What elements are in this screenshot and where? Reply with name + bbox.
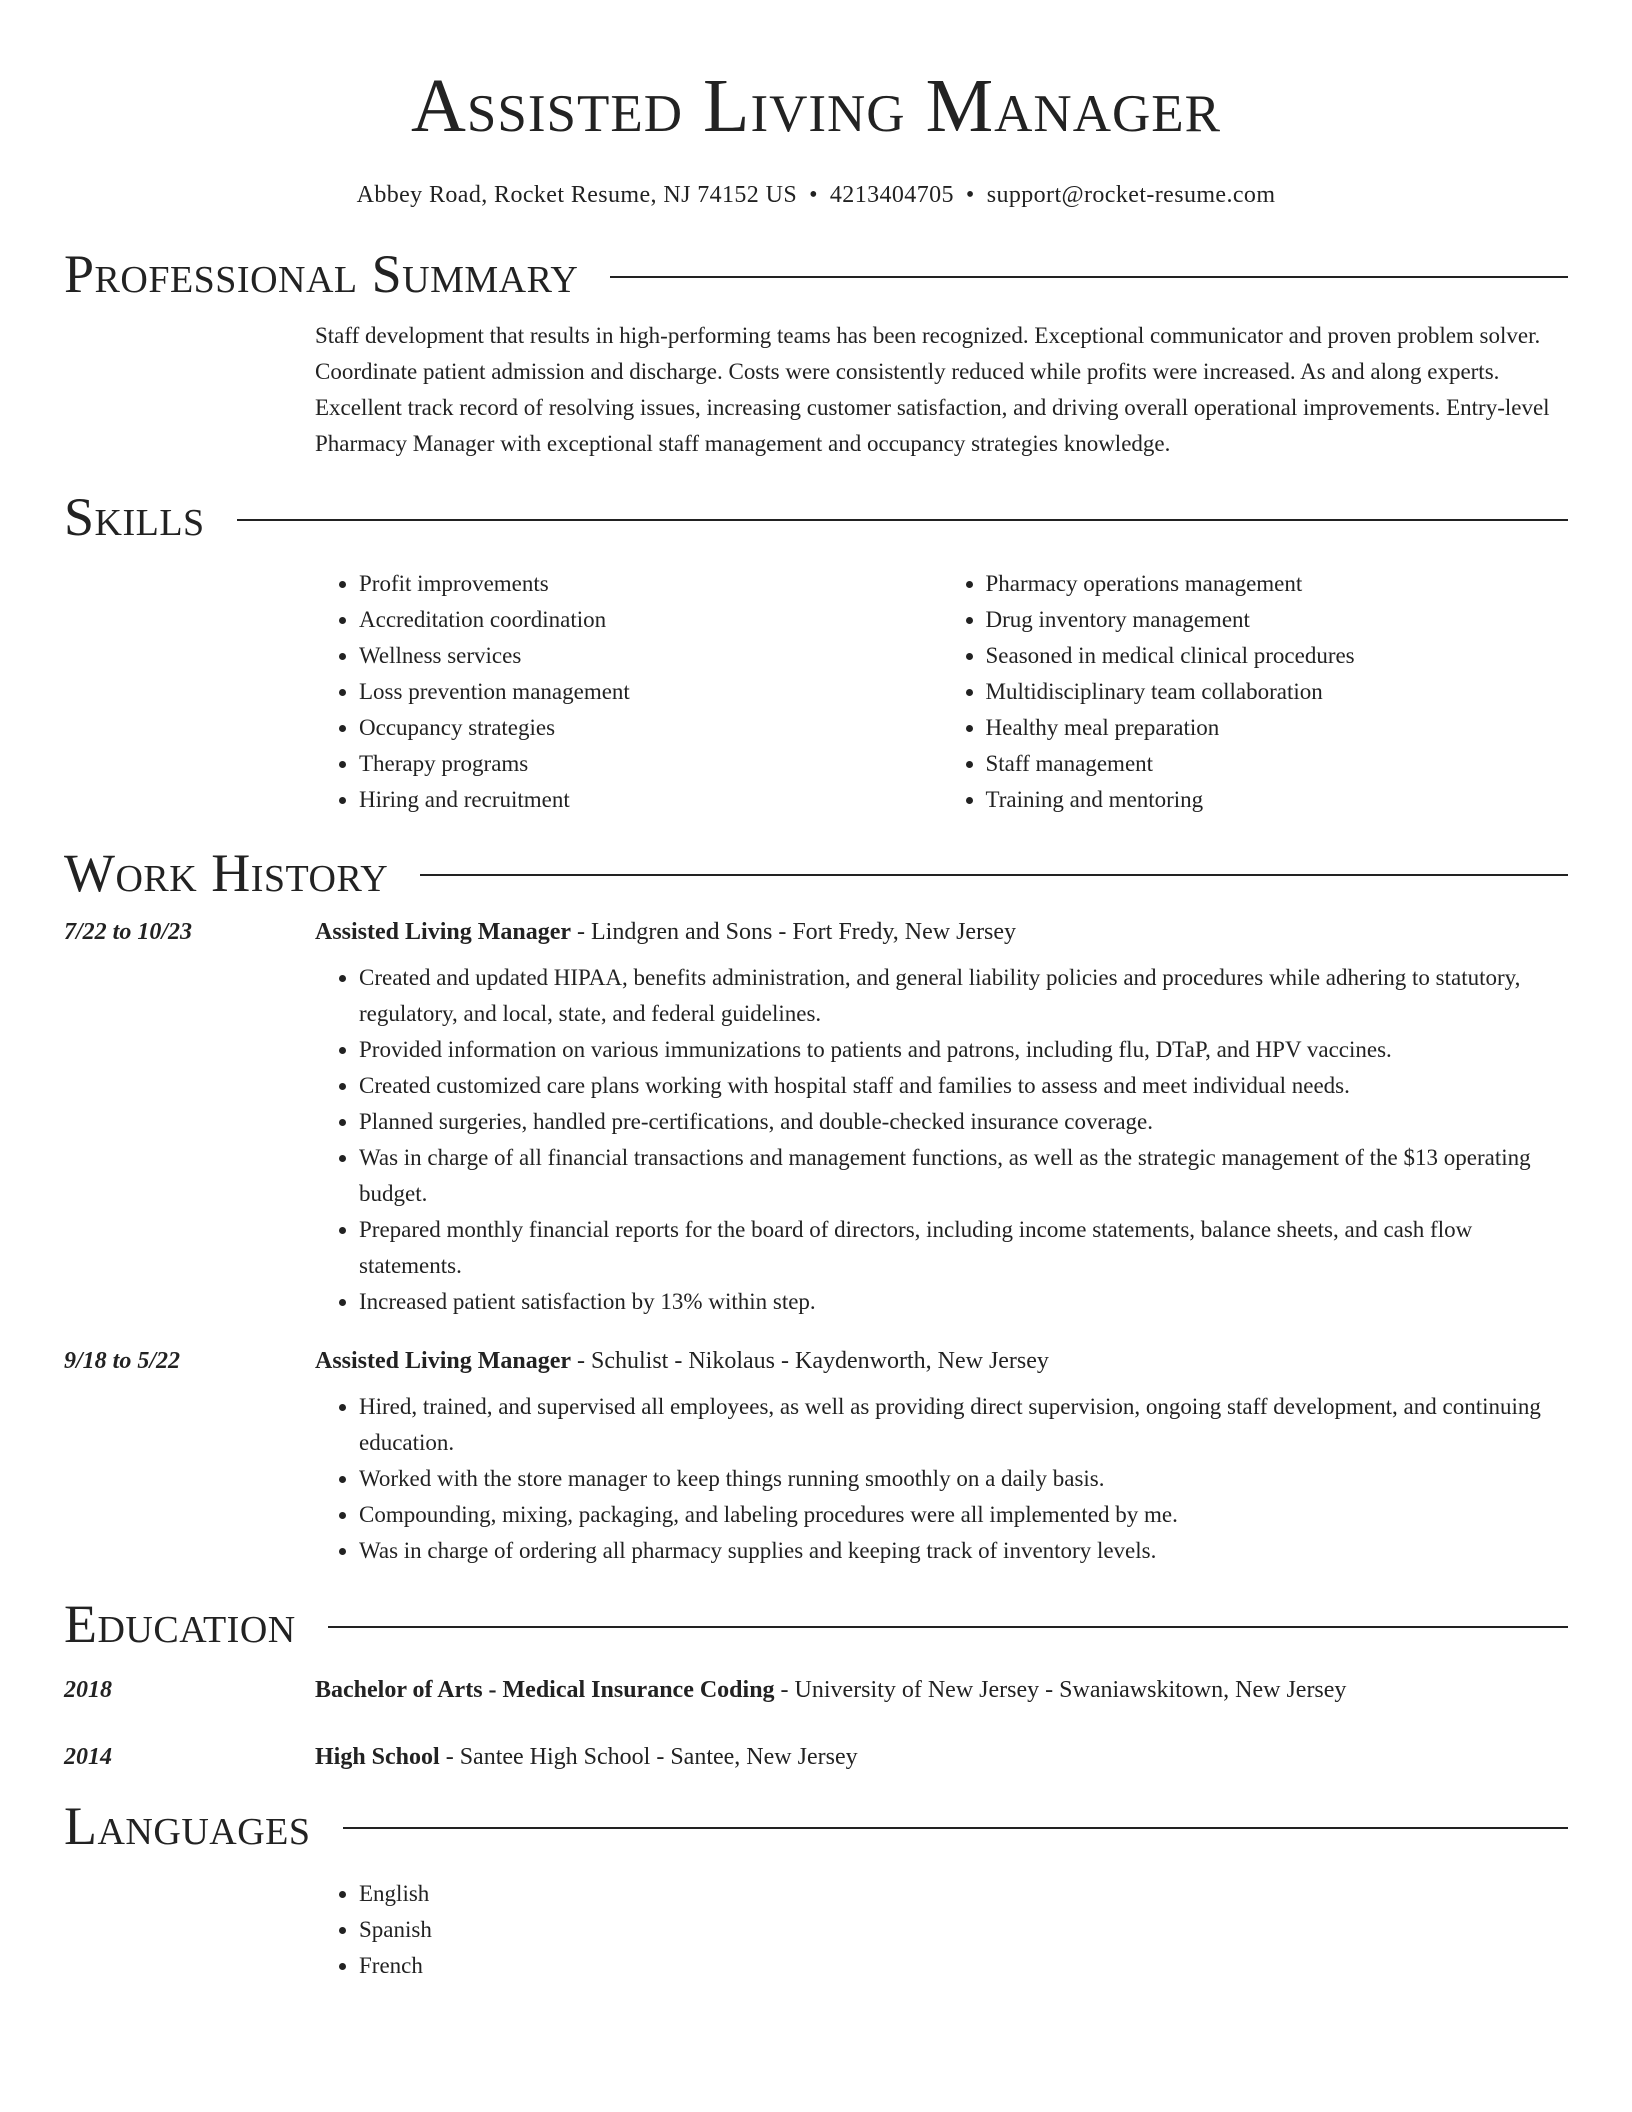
job-header (64, 1348, 1568, 1375)
summary-section-header (64, 245, 1568, 304)
skill-item: • Multidisciplinary team collaboration (986, 674, 1569, 710)
skill-item: • Loss prevention management (359, 674, 942, 710)
section-divider (610, 276, 1568, 278)
education-entry (64, 1677, 1568, 1704)
languages-section-header (64, 1797, 1568, 1856)
separator-dot: • (965, 182, 975, 208)
skill-item: • Healthy meal preparation (986, 710, 1569, 746)
job-entry (64, 919, 1568, 1320)
job-title-line (315, 1348, 1049, 1375)
skill-item: • Therapy programs (359, 746, 942, 782)
skill-item: • Hiring and recruitment (359, 782, 942, 818)
language-item: • English (359, 1876, 1568, 1912)
contact-line (64, 182, 1568, 209)
skills-section-header (64, 488, 1568, 547)
job-title-line (315, 919, 1016, 946)
skill-item: • Profit improvements (359, 566, 942, 602)
language-item: • Spanish (359, 1912, 1568, 1948)
section-divider (343, 1827, 1569, 1829)
education-school: - University of New Jersey - Swaniawskitown, New Jersey (774, 1676, 1347, 1703)
job-bullet: • Hired, trained, and supervised all employees, as well as providing direct supervision, ongoing staff development, and continuing education. (359, 1389, 1568, 1461)
job-bullet: • Worked with the store manager to keep things running smoothly on a daily basis. (359, 1461, 1568, 1497)
skills-list (315, 566, 1568, 818)
job-bullet: • Was in charge of ordering all pharmacy supplies and keeping track of inventory levels. (359, 1533, 1568, 1569)
summary-text: Staff development that results in high-performing teams has been recognized. Exceptional communicator and proven problem solver. Coordinate patient admission and discharge. Costs were consistently reduced while profits were increased. As and along experts. Excellent track record of resolving issues, increasing customer satisfaction, and driving overall operational improvements. Entry-level Pharmacy Manager with exceptional staff management and occupancy strategies knowledge. (315, 323, 1550, 457)
education-section-header (64, 1595, 1568, 1654)
address: Abbey Road, Rocket Resume, NJ 74152 US (356, 182, 798, 208)
skill-item: • Seasoned in medical clinical procedures (986, 638, 1569, 674)
skill-item: • Wellness services (359, 638, 942, 674)
job-bullet: • Planned surgeries, handled pre-certifications, and double-checked insurance coverage. (359, 1104, 1568, 1140)
languages-heading: Languages (64, 1795, 311, 1856)
job-bullet: • Created and updated HIPAA, benefits administration, and general liability policies and procedures while adhering to statutory, regulatory, and local, state, and federal guidelines. (359, 960, 1568, 1032)
language-item: • French (359, 1948, 1568, 1984)
skills-heading: Skills (64, 487, 205, 548)
job-entry (64, 1348, 1568, 1569)
summary-heading: Professional Summary (64, 244, 579, 304)
skills-column-right (942, 566, 1569, 818)
job-employer: - Schulist - Nikolaus - Kaydenworth, New Jersey (571, 1348, 1049, 1375)
skill-item: • Training and mentoring (986, 782, 1569, 818)
section-divider (328, 1626, 1568, 1628)
job-bullet: • Created customized care plans working with hospital staff and families to assess and meet individual needs. (359, 1068, 1568, 1104)
education-year: 2014 (64, 1743, 112, 1770)
education-degree: Bachelor of Arts - Medical Insurance Coding (315, 1676, 775, 1703)
job-bullet: • Was in charge of all financial transactions and management functions, as well as the strategic management of the $13 operating budget. (359, 1140, 1568, 1212)
skill-item: • Accreditation coordination (359, 602, 942, 638)
email: support@rocket-resume.com (986, 182, 1276, 208)
job-title: Assisted Living Manager (315, 1348, 572, 1375)
skill-item: • Occupancy strategies (359, 710, 942, 746)
separator-dot: • (809, 182, 818, 208)
skill-item: • Drug inventory management (986, 602, 1569, 638)
job-bullet: • Compounding, mixing, packaging, and labeling procedures were all implemented by me. (359, 1497, 1568, 1533)
education-year: 2018 (64, 1676, 112, 1703)
job-title: Assisted Living Manager (315, 919, 572, 946)
phone: 4213404705 (829, 182, 954, 208)
job-header (64, 919, 1568, 946)
section-divider (420, 874, 1568, 876)
education-line (315, 1677, 1346, 1704)
skill-item: • Pharmacy operations management (986, 566, 1569, 602)
skill-item: • Staff management (986, 746, 1569, 782)
candidate-name: Assisted Living Manager (411, 64, 1221, 148)
education-school: - Santee High School - Santee, New Jersey (439, 1743, 858, 1770)
skills-column-left (315, 566, 942, 818)
education-line (315, 1744, 858, 1771)
work-section-header (64, 844, 1568, 903)
job-bullet: • Prepared monthly financial reports for the board of directors, including income statements, balance sheets, and cash flow statements. (359, 1212, 1568, 1284)
section-divider (237, 519, 1568, 521)
education-entry (64, 1744, 1568, 1771)
languages-list (315, 1876, 1568, 1984)
job-bullets (315, 1389, 1568, 1569)
job-dates: 7/22 to 10/23 (64, 919, 193, 946)
job-employer: - Lindgren and Sons - Fort Fredy, New Jersey (571, 919, 1017, 946)
job-bullet: • Provided information on various immunizations to patients and patrons, including flu, DTaP, and HPV vaccines. (359, 1032, 1568, 1068)
job-bullets (315, 960, 1568, 1320)
job-dates: 9/18 to 5/22 (64, 1348, 181, 1375)
job-bullet: • Increased patient satisfaction by 13% within step. (359, 1284, 1568, 1320)
work-heading: Work History (64, 842, 389, 903)
education-heading: Education (64, 1594, 296, 1655)
education-degree: High School (315, 1743, 440, 1770)
